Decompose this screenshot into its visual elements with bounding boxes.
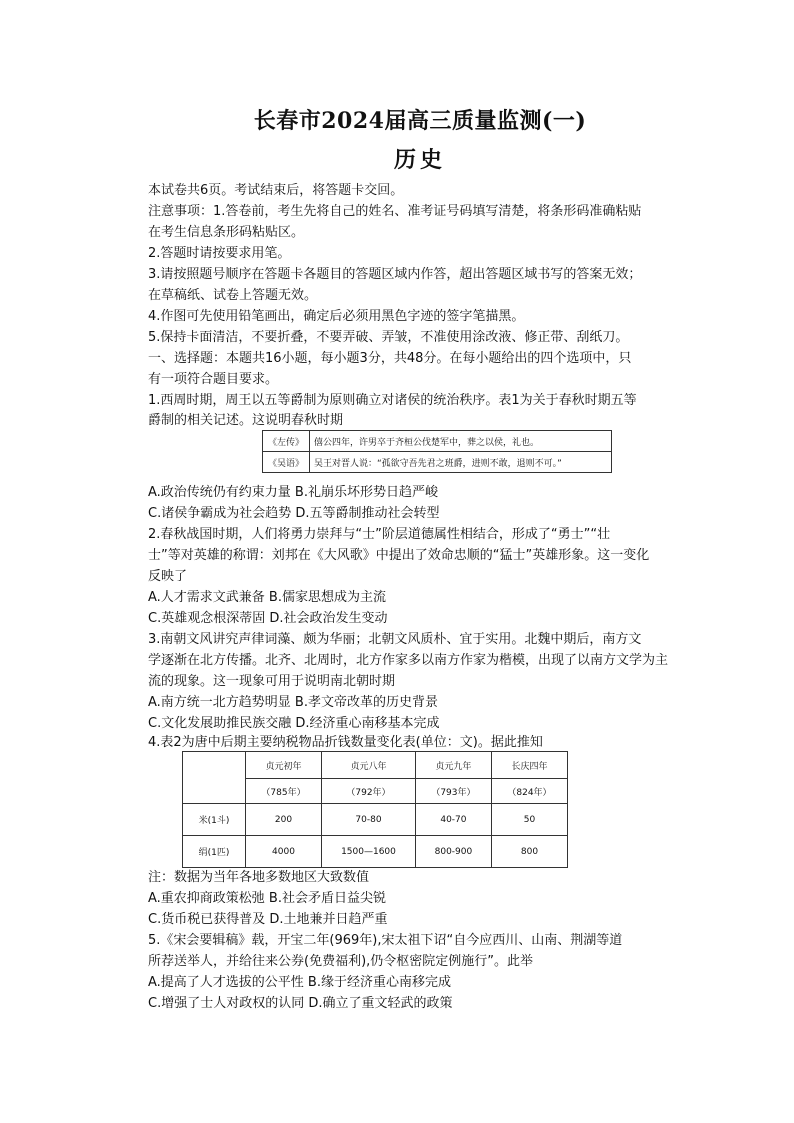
table-row-label: 绢(1匹) xyxy=(183,836,246,868)
subject-title: 历史 xyxy=(393,147,446,173)
table-header-cell: （793年） xyxy=(415,779,491,804)
question-5-stem: 所荐送举人，并给往来公券(免费福利),仍令枢密院定例施行”。此举 xyxy=(148,954,534,969)
table-header-cell: 贞元九年 xyxy=(415,752,491,779)
table-cell: 吴王对晋人说：“孤欲守吾先君之班爵，进则不敢，退则不可。” xyxy=(310,452,612,473)
section-heading: 一、选择题：本题共16小题，每小题3分，共48分。在每小题给出的四个选项中，只 xyxy=(148,351,632,366)
table-cell: 50 xyxy=(491,804,567,836)
table-cell: 1500—1600 xyxy=(322,836,416,868)
table-cell: 70-80 xyxy=(322,804,416,836)
question-1-stem: 1.西周时期，周王以五等爵制为原则确立对诸侯的统治秩序。表1为关于春秋时期五等 xyxy=(148,393,637,408)
table-header-cell: 贞元初年 xyxy=(246,752,322,779)
table-1 xyxy=(262,430,612,473)
question-1-options: C.诸侯争霸成为社会趋势 D.五等爵制推动社会转型 xyxy=(148,506,440,521)
table-cell: 4000 xyxy=(246,836,322,868)
table-header-cell: （792年） xyxy=(322,779,416,804)
question-2-stem: 2.春秋战国时期，人们将勇力崇拜与“士”阶层道德属性相结合，形成了“勇士”“壮 xyxy=(148,527,611,542)
instruction-line: 注意事项：1.答卷前，考生先将自己的姓名、准考证号码填写清楚，将条形码准确粘贴 xyxy=(148,204,642,219)
instruction-line: 5.保持卡面清洁，不要折叠，不要弄破、弄皱，不准使用涂改液、修正带、刮纸刀。 xyxy=(148,330,629,345)
table-cell: 《左传》 xyxy=(263,431,310,452)
instruction-line: 3.请按照题号顺序在答题卡各题目的答题区域内作答，超出答题区域书写的答案无效； xyxy=(148,267,642,282)
instruction-line: 在草稿纸、试卷上答题无效。 xyxy=(148,288,318,303)
table-row xyxy=(263,431,612,452)
instruction-line: 2.答题时请按要求用笔。 xyxy=(148,246,291,261)
question-1-stem: 爵制的相关记述。这说明春秋时期 xyxy=(148,413,344,428)
table-note: 注：数据为当年各地多数地区大致数值 xyxy=(148,870,370,885)
table-row xyxy=(183,804,568,836)
table-header-cell: 贞元八年 xyxy=(322,752,416,779)
question-3-options: A.南方统一北方趋势明显 B.孝文帝改革的历史背景 xyxy=(148,695,438,710)
section-heading-cont: 有一项符合题目要求。 xyxy=(148,372,279,387)
instruction-line: 在考生信息条形码粘贴区。 xyxy=(148,225,305,240)
table-row-label: 米(1斗) xyxy=(183,804,246,836)
table-header-row xyxy=(183,752,568,779)
table-row xyxy=(263,452,612,473)
table-header-cell: （824年） xyxy=(491,779,567,804)
question-3-stem: 学逐渐在北方传播。北齐、北周时，北方作家多以南方作家为楷模，出现了以南方文学为主 xyxy=(148,653,669,668)
table-cell: 僖公四年，许男卒于齐桓公伐楚军中，葬之以侯，礼也。 xyxy=(310,431,612,452)
question-2-stem: 反映了 xyxy=(148,569,188,584)
question-3-stem: 流的现象。这一现象可用于说明南北朝时期 xyxy=(148,674,396,689)
question-4-options: A.重农抑商政策松弛 B.社会矛盾日益尖锐 xyxy=(148,891,386,906)
table-2 xyxy=(182,751,568,868)
instruction-line: 本试卷共6页。考试结束后，将答题卡交回。 xyxy=(148,183,404,198)
table-header-cell: （785年） xyxy=(246,779,322,804)
question-5-stem: 5.《宋会要辑稿》载，开宝二年(969年),宋太祖下诏“自今应西川、山南、荆湖等道 xyxy=(148,933,623,948)
table-row xyxy=(183,836,568,868)
question-2-options: A.人才需求文武兼备 B.儒家思想成为主流 xyxy=(148,590,386,605)
instruction-line: 4.作图可先使用铅笔画出，确定后必须用黑色字迹的签字笔描黑。 xyxy=(148,309,525,324)
question-3-stem: 3.南朝文风讲究声律词藻、颇为华丽；北朝文风质朴、宜于实用。北魏中期后，南方文 xyxy=(148,632,642,647)
question-5-options: C.增强了士人对政权的认同 D.确立了重文轻武的政策 xyxy=(148,996,453,1011)
table-cell: 800-900 xyxy=(415,836,491,868)
exam-title: 长春市2024届高三质量监测(一) xyxy=(253,108,587,134)
question-1-options: A.政治传统仍有约束力量 B.礼崩乐坏形势日趋严峻 xyxy=(148,485,438,500)
table-corner-cell xyxy=(183,752,246,804)
table-cell: 200 xyxy=(246,804,322,836)
table-cell: 40-70 xyxy=(415,804,491,836)
question-5-options: A.提高了人才选拔的公平性 B.缘于经济重心南移完成 xyxy=(148,975,451,990)
question-4-options: C.货币税已获得普及 D.土地兼并日趋严重 xyxy=(148,912,388,927)
question-4-stem: 4.表2为唐中后期主要纳税物品折钱数量变化表(单位：文)。据此推知 xyxy=(148,735,543,750)
table-cell: 800 xyxy=(491,836,567,868)
question-2-stem: 士”等对英雄的称谓：刘邦在《大风歌》中提出了效命忠顺的“猛士”英雄形象。这一变化 xyxy=(148,548,650,563)
question-3-options: C.文化发展助推民族交融 D.经济重心南移基本完成 xyxy=(148,716,440,731)
question-2-options: C.英雄观念根深蒂固 D.社会政治发生变动 xyxy=(148,611,388,626)
table-header-cell: 长庆四年 xyxy=(491,752,567,779)
table-cell: 《吴语》 xyxy=(263,452,310,473)
